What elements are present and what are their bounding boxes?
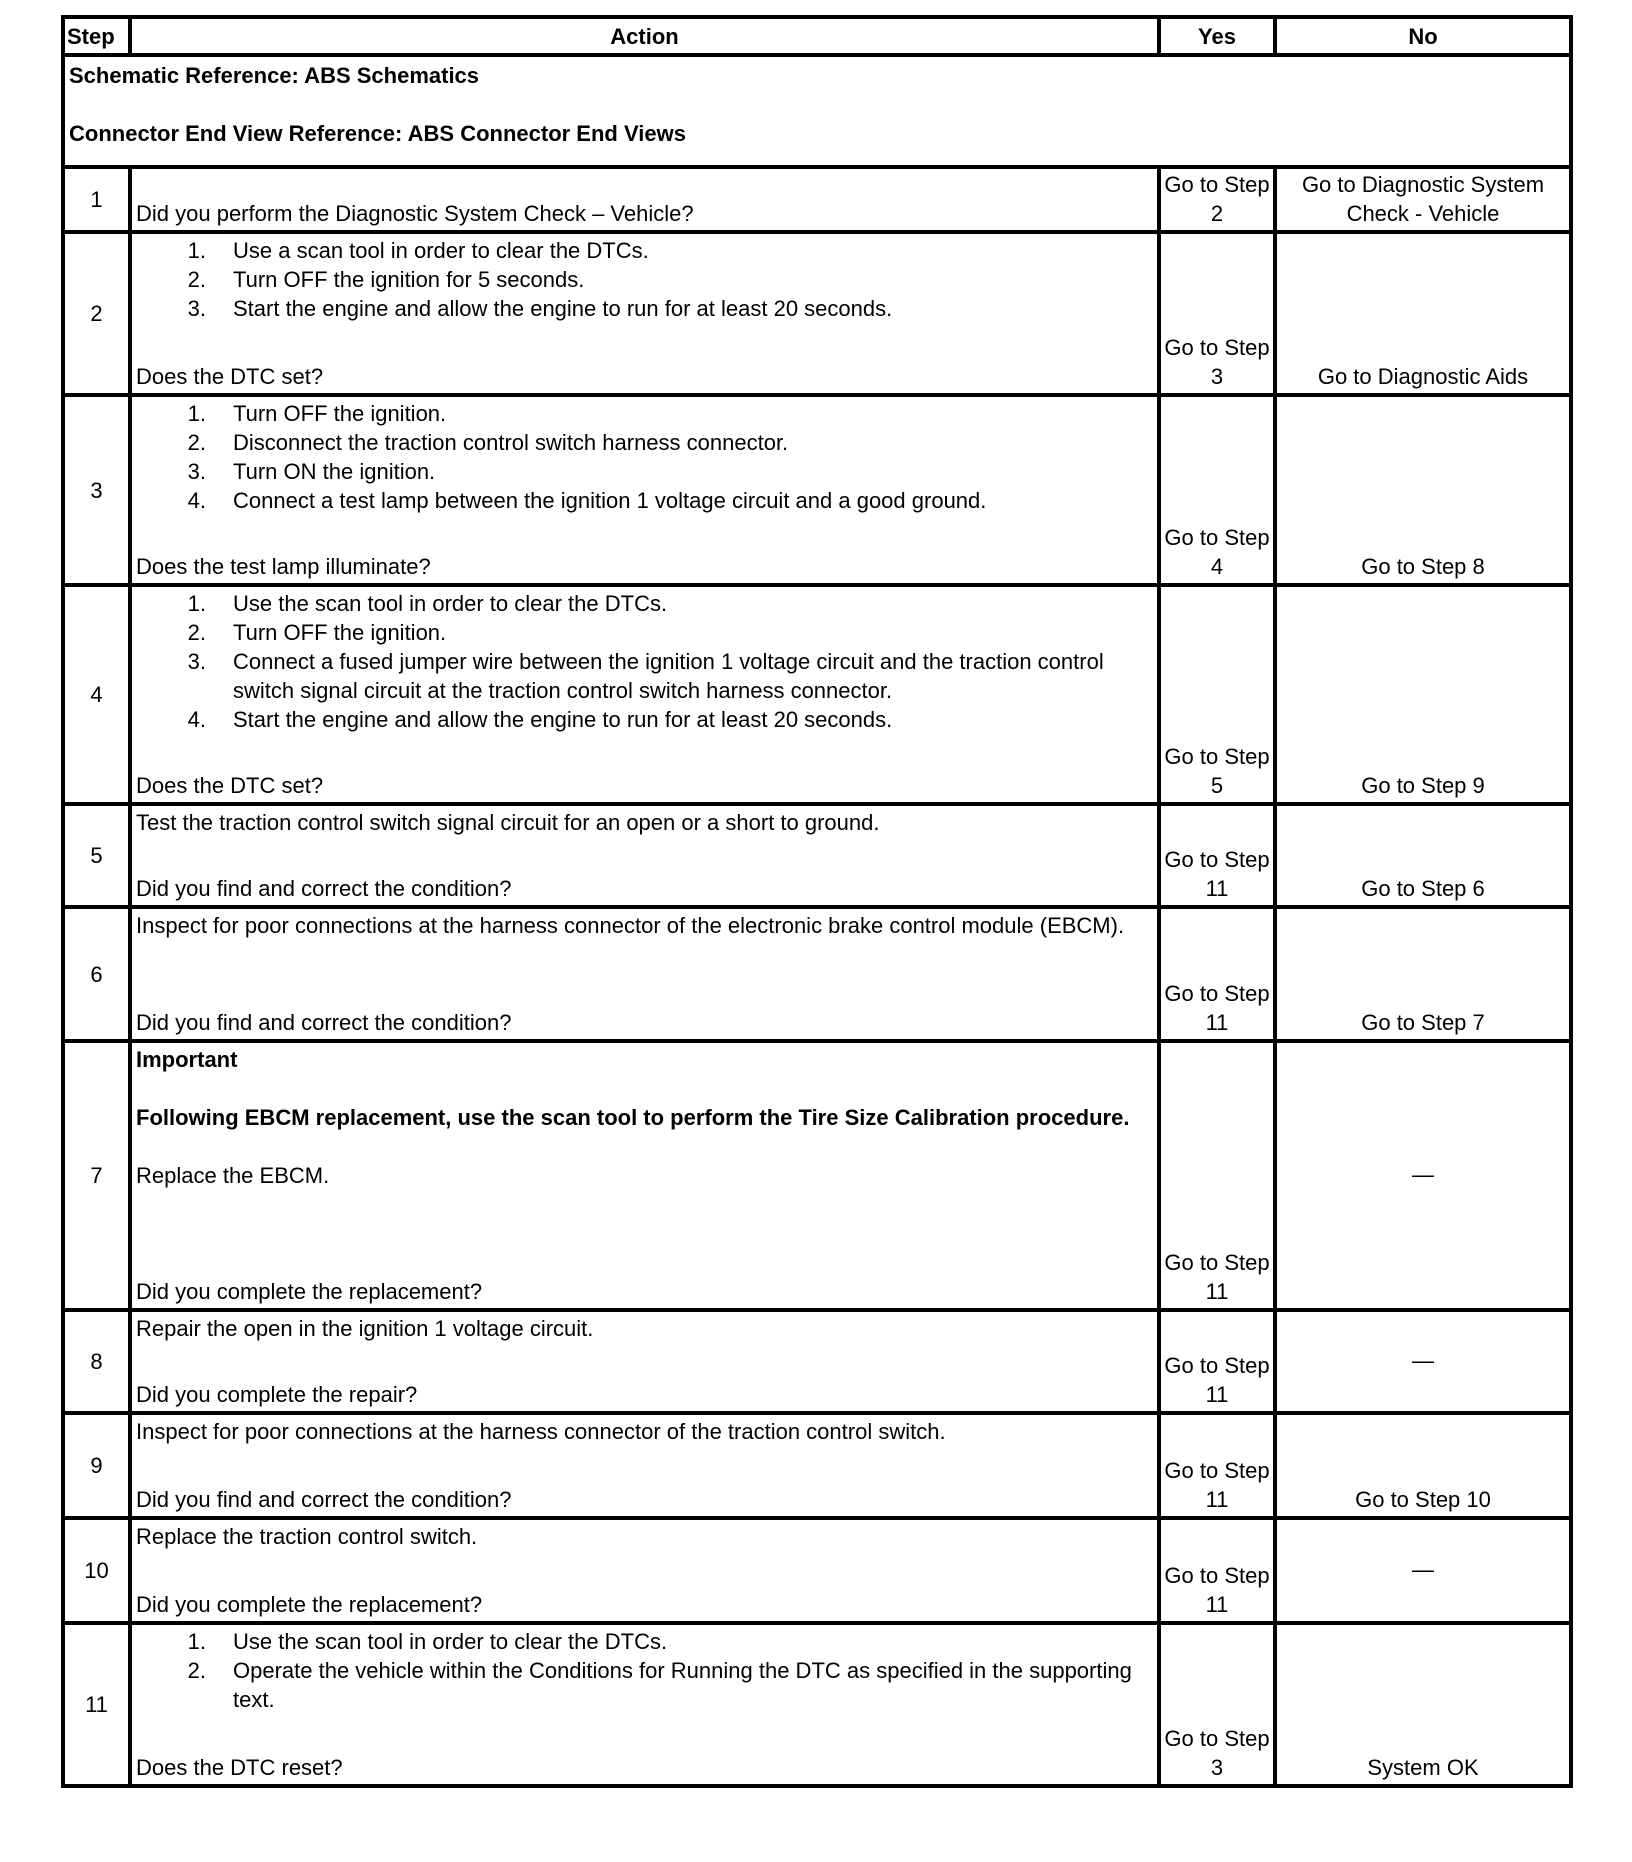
action-cell: [130, 1518, 1159, 1623]
action-content: [136, 1314, 1153, 1409]
action-cell: [130, 395, 1159, 585]
action-content: [136, 1045, 1153, 1306]
action-cell: [130, 1413, 1159, 1518]
instruction-text: Replace the EBCM.: [136, 1163, 330, 1188]
action-question: Did you find and correct the condition?: [136, 1010, 512, 1035]
step-number: 8: [63, 1310, 130, 1413]
action-cell: [130, 585, 1159, 804]
action-cell: [130, 167, 1159, 232]
yes-result: Go to Step 11: [1159, 1041, 1275, 1310]
yes-result: Go to Step 4: [1159, 395, 1275, 585]
list-item: [136, 428, 1153, 457]
action-question: Does the test lamp illuminate?: [136, 554, 431, 579]
list-text: Turn OFF the ignition.: [233, 401, 447, 426]
yes-result: Go to Step 11: [1159, 1310, 1275, 1413]
list-text: Connect a fused jumper wire between the ignition 1 voltage circuit and the traction control switch signal circuit at the traction control switch harness connector.: [233, 649, 1104, 703]
step-number: 11: [63, 1623, 130, 1786]
list-text: Start the engine and allow the engine to run for at least 20 seconds.: [233, 707, 893, 732]
list-text: Turn ON the ignition.: [233, 459, 436, 484]
action-question: Does the DTC set?: [136, 773, 324, 798]
action-question: Did you complete the repair?: [136, 1382, 418, 1407]
action-content: [136, 911, 1153, 1037]
action-question: Did you find and correct the condition?: [136, 876, 512, 901]
action-cell: [130, 1310, 1159, 1413]
instruction-text: Inspect for poor connections at the harness connector of the traction control switch.: [136, 1419, 946, 1444]
action-cell: [130, 1623, 1159, 1786]
yes-result: Go to Step 3: [1159, 232, 1275, 395]
list-item: [136, 705, 1153, 734]
header-no: No: [1275, 17, 1571, 55]
no-result: System OK: [1275, 1623, 1571, 1786]
list-number: 1.: [187, 591, 206, 616]
step-number: 9: [63, 1413, 130, 1518]
step-number: 7: [63, 1041, 130, 1310]
action-instructions: [136, 399, 1153, 515]
no-result: Go to Step 9: [1275, 585, 1571, 804]
no-result: Go to Diagnostic Aids: [1275, 232, 1571, 395]
list-item: [136, 399, 1153, 428]
action-cell: [130, 232, 1159, 395]
no-result: Go to Step 7: [1275, 907, 1571, 1041]
yes-result: Go to Step 11: [1159, 907, 1275, 1041]
list-number: 3.: [187, 459, 206, 484]
step-number: 10: [63, 1518, 130, 1623]
spacer: [136, 1132, 1153, 1161]
list-number: 4.: [187, 488, 206, 513]
no-result: Go to Step 8: [1275, 395, 1571, 585]
action-instructions: [136, 808, 1153, 837]
header-yes: Yes: [1159, 17, 1275, 55]
list-number: 4.: [187, 707, 206, 732]
list-text: Turn OFF the ignition.: [233, 620, 447, 645]
table-row: [63, 804, 1571, 907]
no-result: —: [1275, 1041, 1571, 1310]
action-question: Does the DTC set?: [136, 364, 324, 389]
action-instructions: [136, 1627, 1153, 1714]
action-question: Did you find and correct the condition?: [136, 1487, 512, 1512]
list-number: 2.: [187, 267, 206, 292]
list-item: [136, 618, 1153, 647]
important-note: Important: [136, 1047, 238, 1072]
step-number: 4: [63, 585, 130, 804]
list-number: 3.: [187, 296, 206, 321]
table-row: [63, 1310, 1571, 1413]
step-number: 6: [63, 907, 130, 1041]
yes-result: Go to Step 11: [1159, 1413, 1275, 1518]
table-row: [63, 232, 1571, 395]
instruction-text: Replace the traction control switch.: [136, 1524, 478, 1549]
list-item: [136, 294, 1153, 323]
header-row: [63, 17, 1571, 55]
list-number: 3.: [187, 649, 206, 674]
action-cell: [130, 804, 1159, 907]
list-item: [136, 647, 1153, 705]
instruction-text: Inspect for poor connections at the harness connector of the electronic brake control module (EBCM).: [136, 913, 1125, 938]
table-row: [63, 1041, 1571, 1310]
list-text: Turn OFF the ignition for 5 seconds.: [233, 267, 585, 292]
list-number: 1.: [187, 238, 206, 263]
action-question: Does the DTC reset?: [136, 1755, 343, 1780]
step-number: 2: [63, 232, 130, 395]
step-number: 1: [63, 167, 130, 232]
yes-result: Go to Step 11: [1159, 1518, 1275, 1623]
action-question: Did you perform the Diagnostic System Check – Vehicle?: [136, 201, 694, 226]
list-text: Disconnect the traction control switch harness connector.: [233, 430, 789, 455]
action-content: [136, 171, 1153, 228]
table-row: [63, 1413, 1571, 1518]
yes-result: Go to Step 3: [1159, 1623, 1275, 1786]
yes-result: Go to Step 5: [1159, 585, 1275, 804]
list-number: 2.: [187, 1658, 206, 1683]
list-number: 2.: [187, 430, 206, 455]
list-item: [136, 236, 1153, 265]
list-item: [136, 265, 1153, 294]
step-number: 5: [63, 804, 130, 907]
action-instructions: [136, 589, 1153, 734]
action-instructions: [136, 1417, 1153, 1446]
schematic-reference: Schematic Reference: ABS Schematics: [69, 63, 480, 88]
list-text: Connect a test lamp between the ignition 1 voltage circuit and a good ground.: [233, 488, 987, 513]
reference-cell: [63, 55, 1571, 167]
no-result: Go to Diagnostic System Check - Vehicle: [1275, 167, 1571, 232]
action-content: [136, 1522, 1153, 1619]
action-instructions: [136, 236, 1153, 323]
list-item: [136, 486, 1153, 515]
table-row: [63, 395, 1571, 585]
list-item: [136, 1627, 1153, 1656]
list-item: [136, 457, 1153, 486]
list-text: Operate the vehicle within the Conditions for Running the DTC as specified in the supporting text.: [233, 1658, 1132, 1712]
list-number: 2.: [187, 620, 206, 645]
action-question: Did you complete the replacement?: [136, 1592, 483, 1617]
diagnostic-table: [61, 15, 1573, 1788]
action-content: [136, 236, 1153, 391]
action-question: Did you complete the replacement?: [136, 1279, 483, 1304]
action-content: [136, 399, 1153, 581]
list-number: 1.: [187, 1629, 206, 1654]
instruction-text: Test the traction control switch signal circuit for an open or a short to ground.: [136, 810, 880, 835]
step-number: 3: [63, 395, 130, 585]
no-result: —: [1275, 1310, 1571, 1413]
list-text: Use the scan tool in order to clear the DTCs.: [233, 1629, 668, 1654]
action-cell: [130, 907, 1159, 1041]
header-action: Action: [130, 17, 1159, 55]
header-step: Step: [63, 17, 130, 55]
list-number: 1.: [187, 401, 206, 426]
list-text: Start the engine and allow the engine to run for at least 20 seconds.: [233, 296, 893, 321]
action-cell: [130, 1041, 1159, 1310]
instruction-text: Repair the open in the ignition 1 voltage circuit.: [136, 1316, 594, 1341]
reference-row: [63, 55, 1571, 167]
list-text: Use the scan tool in order to clear the DTCs.: [233, 591, 668, 616]
table-row: [63, 585, 1571, 804]
table-row: [63, 167, 1571, 232]
important-note: Following EBCM replacement, use the scan tool to perform the Tire Size Calibration procedure.: [136, 1105, 1130, 1130]
list-item: [136, 1656, 1153, 1714]
table-row: [63, 1623, 1571, 1786]
action-instructions: [136, 911, 1153, 940]
action-instructions: [136, 1522, 1153, 1551]
action-instructions: [136, 1314, 1153, 1343]
spacer: [136, 1074, 1153, 1103]
no-result: Go to Step 10: [1275, 1413, 1571, 1518]
action-content: [136, 1417, 1153, 1514]
action-content: [136, 1627, 1153, 1782]
yes-result: Go to Step 11: [1159, 804, 1275, 907]
table-row: [63, 1518, 1571, 1623]
no-result: —: [1275, 1518, 1571, 1623]
connector-reference: Connector End View Reference: ABS Connector End Views: [69, 121, 686, 146]
list-item: [136, 589, 1153, 618]
action-content: [136, 589, 1153, 800]
action-instructions: [136, 1045, 1153, 1190]
no-result: Go to Step 6: [1275, 804, 1571, 907]
yes-result: Go to Step 2: [1159, 167, 1275, 232]
action-content: [136, 808, 1153, 903]
table-row: [63, 907, 1571, 1041]
list-text: Use a scan tool in order to clear the DTCs.: [233, 238, 649, 263]
